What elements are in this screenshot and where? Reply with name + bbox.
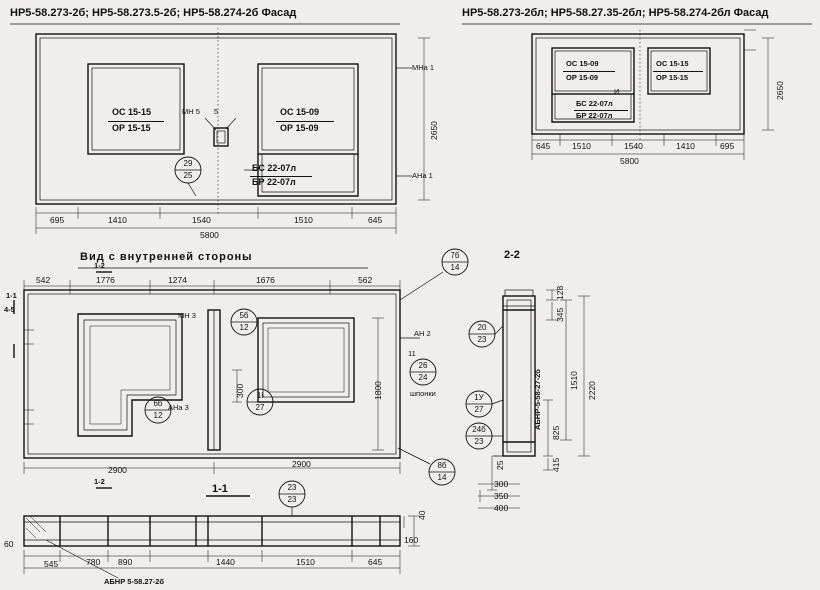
facade-left-window-right-or: ОР 15-09: [280, 123, 319, 133]
dim-i-2900-left: 2900: [108, 465, 127, 475]
facade-left-door-br: БР 22-07л: [252, 177, 296, 187]
section-mark-1-1: 1-1: [6, 291, 17, 300]
dim-s-825: 825: [551, 425, 561, 440]
facade-right-window-right-or: ОР 15-15: [656, 73, 689, 82]
mark-5: 5: [214, 107, 219, 116]
callout-26: 26: [418, 361, 428, 370]
dim-l-695: 695: [50, 215, 65, 225]
dim-r-total: 5800: [620, 156, 639, 166]
callout-12-b: 12: [153, 411, 163, 420]
dim-s-1510: 1510: [569, 371, 579, 390]
callout-25: 25: [183, 171, 193, 180]
facade-left-window-right-os: ОС 15-09: [280, 107, 320, 117]
dim-i-2900-right: 2900: [292, 459, 311, 469]
dim-s-128: 128: [555, 285, 565, 300]
mark-mn5: МН 5: [182, 107, 200, 116]
mark-mn3: МН 3: [178, 311, 196, 320]
dim-i-1676: 1676: [256, 275, 275, 285]
callout-27-b: 27: [474, 405, 484, 414]
callout-8b: 8б: [437, 461, 447, 470]
mark-ana1: АНа 1: [412, 171, 433, 180]
inner-view-title: Вид с внутренней стороны: [80, 251, 253, 263]
callout-27-a: 27: [255, 403, 265, 412]
section-2-2-title: 2-2: [504, 249, 520, 261]
dim-i-1776: 1776: [96, 275, 115, 285]
dim-b-545: 545: [44, 559, 59, 569]
callout-12-a: 12: [239, 323, 249, 332]
dim-b-1510: 1510: [296, 557, 315, 567]
dim-b-160: 160: [404, 535, 419, 545]
section-mark-1-2-bottom: 1-2: [94, 477, 105, 486]
dim-b-890: 890: [118, 557, 133, 567]
dim-b-645: 645: [368, 557, 383, 567]
dim-l-1410: 1410: [108, 215, 127, 225]
callout-24b: 24б: [472, 425, 486, 434]
mark-11: 11: [408, 349, 416, 358]
dim-s-400: 400: [494, 503, 509, 513]
facade-right-window-left-os: ОС 15-09: [566, 59, 599, 68]
dim-b-1440: 1440: [216, 557, 235, 567]
mark-mna1: МНа 1: [412, 63, 435, 72]
callout-14-b: 14: [437, 473, 447, 482]
dim-r-645: 645: [536, 141, 551, 151]
facade-left-title: НР5-58.273-2б; НР5-58.273.5-2б; НР5-58.274-2б Фасад: [10, 7, 297, 19]
callout-20: 20: [477, 323, 487, 332]
callout-14: 14: [450, 263, 460, 272]
dim-s-2220: 2220: [587, 381, 597, 400]
dim-s-345: 345: [555, 307, 565, 322]
dim-r-height: 2650: [775, 81, 785, 100]
facade-right-title: НР5-58.273-2бл; НР5-58.27.35-2бл; НР5-58.274-2бл Фасад: [462, 7, 769, 19]
dim-l-1510: 1510: [294, 215, 313, 225]
dim-s-25: 25: [495, 460, 505, 470]
facade-right-door-br: БР 22-07л: [576, 111, 613, 120]
callout-1u: 1У: [474, 393, 484, 402]
facade-right-door-bs: БС 22-07л: [576, 99, 613, 108]
mark-an2: АН 2: [414, 329, 431, 338]
facade-left-door-bs: БС 22-07л: [252, 163, 297, 173]
callout-23-top: 23: [287, 483, 297, 492]
callout-7b: 7б: [450, 251, 460, 260]
dim-r-1540: 1540: [624, 141, 643, 151]
callout-6b: 6б: [153, 399, 163, 408]
mark-ana3: АНа 3: [168, 403, 189, 412]
dim-i-542: 542: [36, 275, 51, 285]
dim-l-total: 5800: [200, 230, 219, 240]
callout-23-b: 23: [474, 437, 484, 446]
section-2-2-label: АБНР-5-58-27-2б: [533, 369, 542, 430]
facade-left-window-left-os: ОС 15-15: [112, 107, 152, 117]
dim-i-1274: 1274: [168, 275, 187, 285]
callout-1i: 1i: [256, 391, 264, 400]
dim-b-60: 60: [4, 539, 14, 549]
callout-29: 29: [183, 159, 193, 168]
callout-24: 24: [418, 373, 428, 382]
callout-23-a: 23: [477, 335, 487, 344]
dim-i-300: 300: [235, 383, 245, 398]
facade-right-window-left-or: ОР 15-09: [566, 73, 599, 82]
dim-s-415: 415: [551, 457, 561, 472]
section-1-1-title: 1-1: [212, 483, 228, 495]
note-abnr: АБНР 5-58.27-2б: [104, 577, 165, 586]
dim-l-height: 2650: [429, 121, 439, 140]
section-mark-4-5: 4-5: [4, 305, 15, 314]
dim-b-40: 40: [417, 510, 427, 520]
label-shponki: шпонки: [410, 389, 436, 398]
dim-r-1410: 1410: [676, 141, 695, 151]
dim-s-350: 350: [494, 491, 509, 501]
dim-i-562: 562: [358, 275, 373, 285]
dim-l-1540: 1540: [192, 215, 211, 225]
callout-23-bottom: 23: [287, 495, 297, 504]
dim-b-780: 780: [86, 557, 101, 567]
dim-l-645: 645: [368, 215, 383, 225]
facade-left-window-left-or: ОР 15-15: [112, 123, 151, 133]
dim-s-300: 300: [494, 479, 509, 489]
dim-i-1800: 1800: [373, 381, 383, 400]
callout-5b: 5б: [239, 311, 249, 320]
section-mark-1-2-top: 1-2: [94, 261, 105, 270]
facade-right-mark: И: [614, 87, 620, 96]
dim-r-695: 695: [720, 141, 735, 151]
dim-r-1510: 1510: [572, 141, 591, 151]
facade-right-window-right-os: ОС 15-15: [656, 59, 689, 68]
